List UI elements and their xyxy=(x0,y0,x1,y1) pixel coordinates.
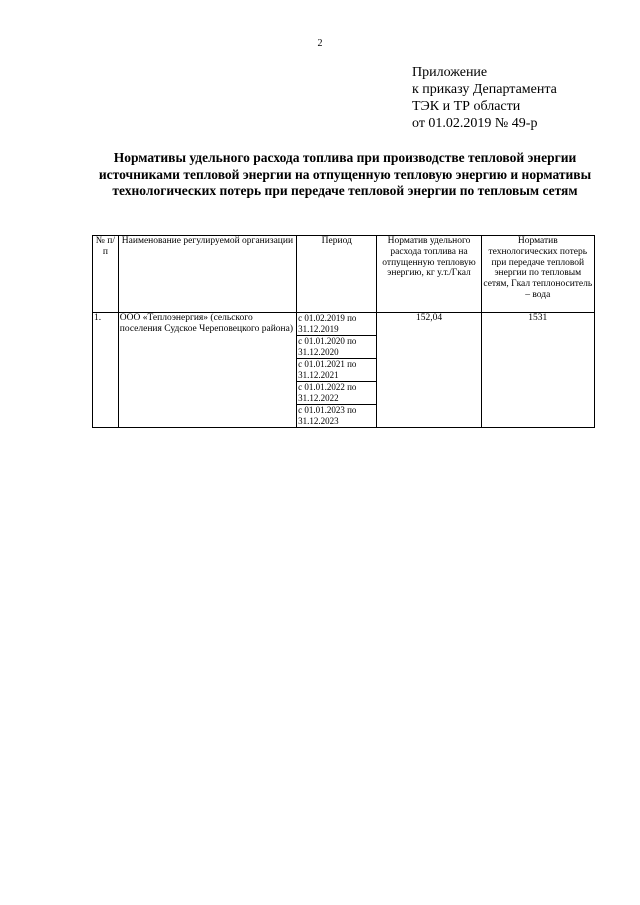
period-cell: с 01.01.2020 по 31.12.2020 xyxy=(297,336,377,359)
row-loss-norm: 1531 xyxy=(481,313,594,428)
header-num: № п/п xyxy=(93,236,119,313)
appendix-line-3: ТЭК и ТР области xyxy=(412,99,521,114)
header-organization: Наименование регулируемой организации xyxy=(118,236,296,313)
period-cell: с 01.01.2023 по 31.12.2023 xyxy=(297,405,377,428)
appendix-line-2: к приказу Департамента xyxy=(412,82,557,97)
period-cell: с 01.01.2021 по 31.12.2021 xyxy=(297,359,377,382)
row-fuel-norm: 152,04 xyxy=(377,313,481,428)
period-cell: с 01.02.2019 по 31.12.2019 xyxy=(297,313,377,336)
appendix-block xyxy=(412,64,557,132)
period-cell: с 01.01.2022 по 31.12.2022 xyxy=(297,382,377,405)
document-title: Нормативы удельного расхода топлива при производстве тепловой энергии источниками тепловой энергии на отпущенную тепловую энергию и нормативы технологических потерь при передаче тепловой энергии по тепловым сетям xyxy=(98,150,592,198)
row-num: 1. xyxy=(93,313,119,428)
table-header-row xyxy=(93,236,595,313)
table-row xyxy=(93,313,595,336)
page-number: 2 xyxy=(317,38,323,49)
header-fuel-norm: Норматив удельного расхода топлива на отпущенную тепловую энергию, кг у.т./Гкал xyxy=(377,236,481,313)
appendix-line-4: от 01.02.2019 № 49-р xyxy=(412,116,538,131)
header-period: Период xyxy=(297,236,377,313)
row-organization: ООО «Теплоэнергия» (сельского поселения Судское Череповецкого района) xyxy=(118,313,296,428)
appendix-line-1: Приложение xyxy=(412,65,488,80)
norms-table xyxy=(92,235,595,428)
header-loss-norm: Норматив технологических потерь при передаче тепловой энергии по тепловым сетям, Гкал теплоноситель – вода xyxy=(481,236,594,313)
